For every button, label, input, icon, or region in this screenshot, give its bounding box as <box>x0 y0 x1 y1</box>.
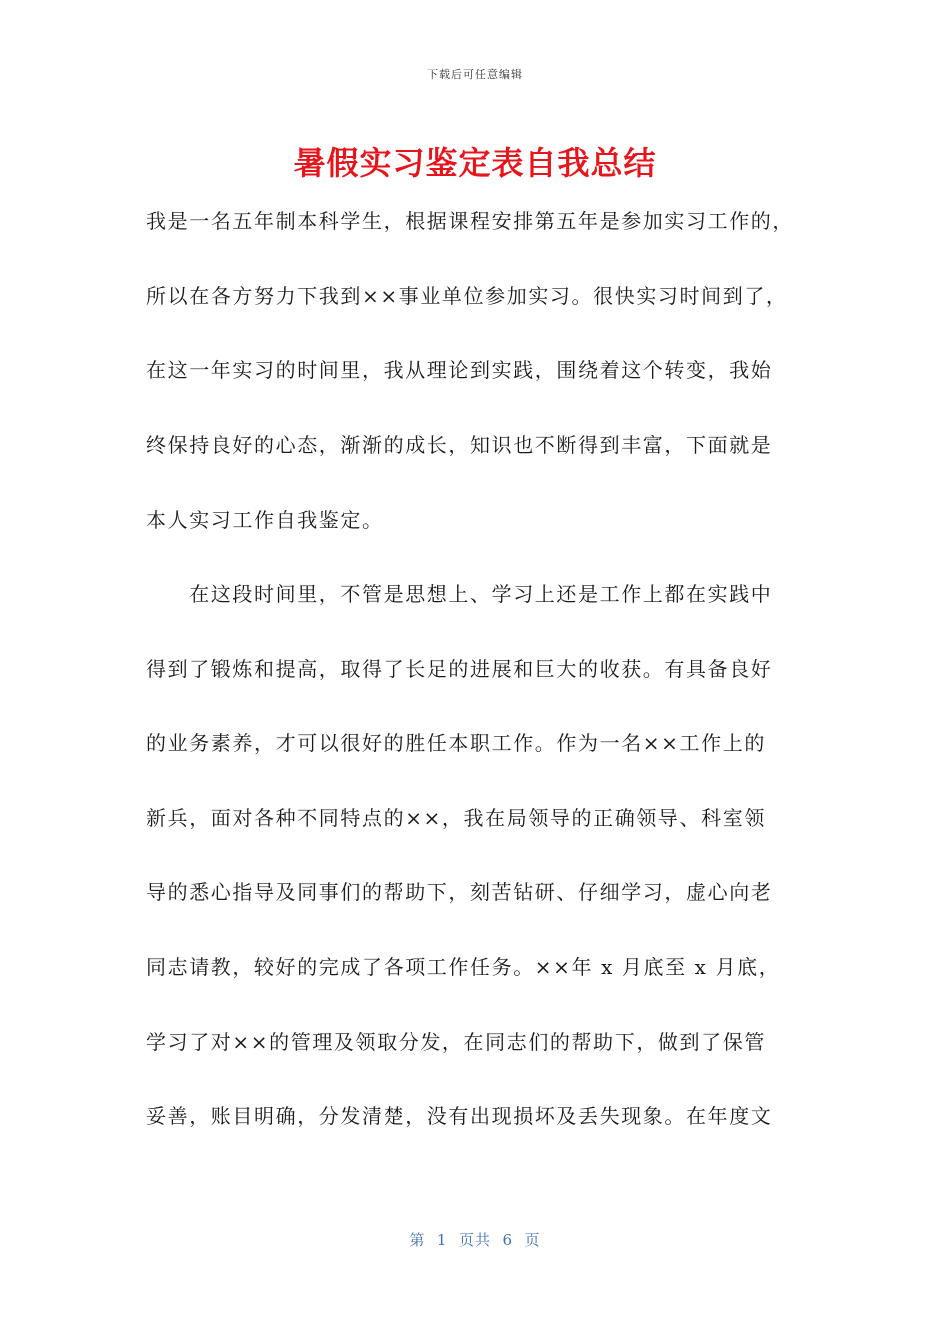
paragraph-line: 在这一年实习的时间里，我从理论到实践，围绕着这个转变，我始 <box>146 358 773 382</box>
paragraph-line: 在这段时间里，不管是思想上、学习上还是工作上都在实践中 <box>146 582 773 606</box>
paragraph-line: 学习了对××的管理及领取分发，在同志们的帮助下，做到了保管 <box>146 1030 766 1054</box>
paragraph-line: 的业务素养，才可以很好的胜任本职工作。作为一名××工作上的 <box>146 731 766 755</box>
paragraph-line: 同志请教，较好的完成了各项工作任务。××年 x 月底至 x 月底， <box>146 955 781 979</box>
document-title: 暑假实习鉴定表自我总结 <box>293 144 657 182</box>
paragraph-line: 新兵，面对各种不同特点的××，我在局领导的正确领导、科室领 <box>146 806 766 830</box>
paragraph-line: 我是一名五年制本科学生，根据课程安排第五年是参加实习工作的， <box>146 209 794 233</box>
paragraph-line: 所以在各方努力下我到××事业单位参加实习。很快实习时间到了， <box>146 284 788 308</box>
paragraph-line: 本人实习工作自我鉴定。 <box>146 508 384 532</box>
header-note: 下载后可任意编辑 <box>427 68 523 81</box>
paragraph-line: 妥善，账目明确，分发清楚，没有出现损坏及丢失现象。在年度文 <box>146 1104 773 1128</box>
paragraph-line: 导的悉心指导及同事们的帮助下，刻苦钻研、仔细学习，虚心向老 <box>146 880 773 904</box>
paragraph-line: 终保持良好的心态，渐渐的成长，知识也不断得到丰富，下面就是 <box>146 433 773 457</box>
paragraph-line: 得到了锻炼和提高，取得了长足的进展和巨大的收获。有具备良好 <box>146 657 773 681</box>
page-number: 第 1 页共 6 页 <box>409 1231 541 1249</box>
